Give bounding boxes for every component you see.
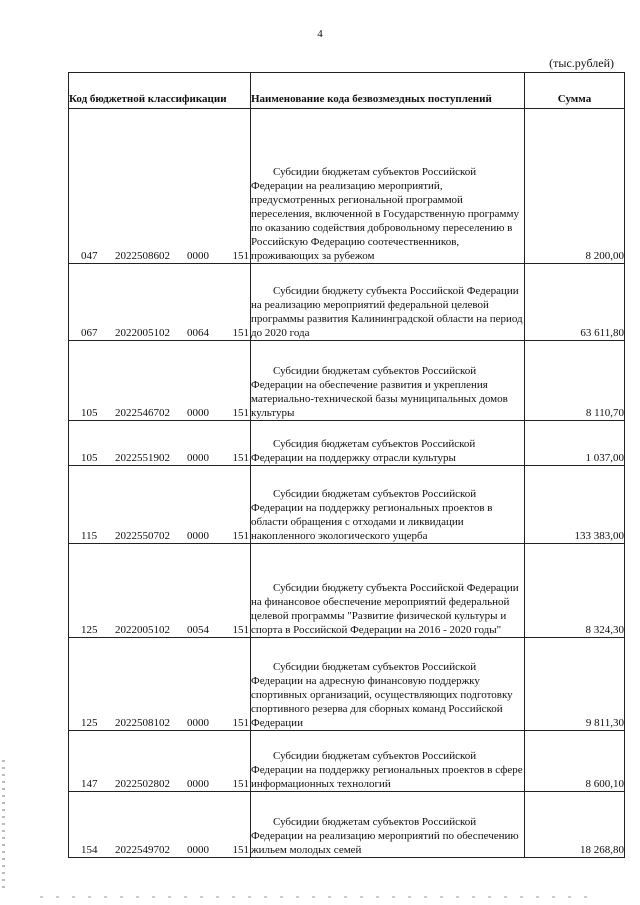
table-row <box>69 638 625 731</box>
income-code: 2022005102 <box>115 327 170 339</box>
sum-cell: 8 324,30 <box>525 544 625 638</box>
table-row <box>69 109 625 264</box>
table-row <box>69 792 625 858</box>
economic-code: 151 <box>232 452 249 464</box>
code-cell <box>69 264 251 341</box>
code-cell <box>69 544 251 638</box>
economic-code: 151 <box>232 530 249 542</box>
name-cell: Субсидии бюджетам субъектов Российской Федерации на обеспечение развития и укрепления материально-технической базы муниципальных домов культуры <box>251 341 525 421</box>
income-code: 2022546702 <box>115 407 170 419</box>
sum-cell: 8 200,00 <box>525 109 625 264</box>
name-cell: Субсидии бюджетам субъектов Российской Федерации на реализацию мероприятий, предусмотренных региональной программой переселения, включенной в Государственную программу по оказанию содействия добровольному переселению в Российскую Федерацию соотечественников, проживающих за рубежом <box>251 109 525 264</box>
income-code: 2022502802 <box>115 778 170 790</box>
name-cell: Субсидия бюджетам субъектов Российской Федерации на поддержку отрасли культуры <box>251 421 525 466</box>
code-cell <box>69 109 251 264</box>
table-header-row <box>69 73 625 109</box>
admin-code: 047 <box>81 250 98 262</box>
admin-code: 125 <box>81 624 98 636</box>
code-cell <box>69 638 251 731</box>
name-cell: Субсидии бюджетам субъектов Российской Федерации на реализацию мероприятий по обеспечению жильем молодых семей <box>251 792 525 858</box>
code-cell <box>69 341 251 421</box>
economic-code: 151 <box>232 250 249 262</box>
name-cell: Субсидии бюджетам субъектов Российской Федерации на адресную финансовую поддержку спортивных организаций, осуществляющих подготовку спортивного резерва для сборных команд Российской Федерации <box>251 638 525 731</box>
program-code: 0000 <box>187 452 209 464</box>
program-code: 0064 <box>187 327 209 339</box>
admin-code: 147 <box>81 778 98 790</box>
sum-cell: 1 037,00 <box>525 421 625 466</box>
table-row <box>69 341 625 421</box>
budget-table <box>68 72 625 858</box>
table-row <box>69 466 625 544</box>
income-code: 2022508102 <box>115 717 170 729</box>
units-label: (тыс.рублей) <box>549 56 614 70</box>
name-cell: Субсидии бюджету субъекта Российской Федерации на финансовое обеспечение мероприятий федеральной целевой программы "Развитие физической культуры и спорта в Российской Федерации на 2016 - 2020 годы" <box>251 544 525 638</box>
code-cell <box>69 792 251 858</box>
table-row <box>69 421 625 466</box>
income-code: 2022005102 <box>115 624 170 636</box>
admin-code: 154 <box>81 844 98 856</box>
table-row <box>69 731 625 792</box>
sum-cell: 9 811,30 <box>525 638 625 731</box>
code-cell <box>69 466 251 544</box>
admin-code: 105 <box>81 452 98 464</box>
scan-bottom-artifact <box>40 896 600 898</box>
admin-code: 067 <box>81 327 98 339</box>
sum-cell: 133 383,00 <box>525 466 625 544</box>
table-row <box>69 264 625 341</box>
sum-cell: 8 600,10 <box>525 731 625 792</box>
income-code: 2022550702 <box>115 530 170 542</box>
program-code: 0000 <box>187 530 209 542</box>
program-code: 0054 <box>187 624 209 636</box>
sum-cell: 18 268,80 <box>525 792 625 858</box>
sum-cell: 8 110,70 <box>525 341 625 421</box>
program-code: 0000 <box>187 844 209 856</box>
code-cell <box>69 731 251 792</box>
economic-code: 151 <box>232 717 249 729</box>
admin-code: 105 <box>81 407 98 419</box>
economic-code: 151 <box>232 624 249 636</box>
admin-code: 115 <box>81 530 98 542</box>
income-code: 2022508602 <box>115 250 170 262</box>
header-code: Код бюджетной классификации <box>69 73 251 109</box>
program-code: 0000 <box>187 717 209 729</box>
program-code: 0000 <box>187 407 209 419</box>
name-cell: Субсидии бюджетам субъектов Российской Федерации на поддержку региональных проектов в области обращения с отходами и ликвидации накопленного экологического ущерба <box>251 466 525 544</box>
program-code: 0000 <box>187 778 209 790</box>
header-sum: Сумма <box>525 73 625 109</box>
header-name: Наименование кода безвозмездных поступлений <box>251 73 525 109</box>
income-code: 2022549702 <box>115 844 170 856</box>
admin-code: 125 <box>81 717 98 729</box>
name-cell: Субсидии бюджету субъекта Российской Федерации на реализацию мероприятий федеральной целевой программы развития Калининградской области на период до 2020 года <box>251 264 525 341</box>
page-number: 4 <box>317 28 323 40</box>
code-cell <box>69 421 251 466</box>
economic-code: 151 <box>232 844 249 856</box>
income-code: 2022551902 <box>115 452 170 464</box>
table-row <box>69 544 625 638</box>
scan-edge-artifact <box>2 760 5 890</box>
economic-code: 151 <box>232 407 249 419</box>
sum-cell: 63 611,80 <box>525 264 625 341</box>
program-code: 0000 <box>187 250 209 262</box>
economic-code: 151 <box>232 778 249 790</box>
economic-code: 151 <box>232 327 249 339</box>
name-cell: Субсидии бюджетам субъектов Российской Федерации на поддержку региональных проектов в сфере информационных технологий <box>251 731 525 792</box>
